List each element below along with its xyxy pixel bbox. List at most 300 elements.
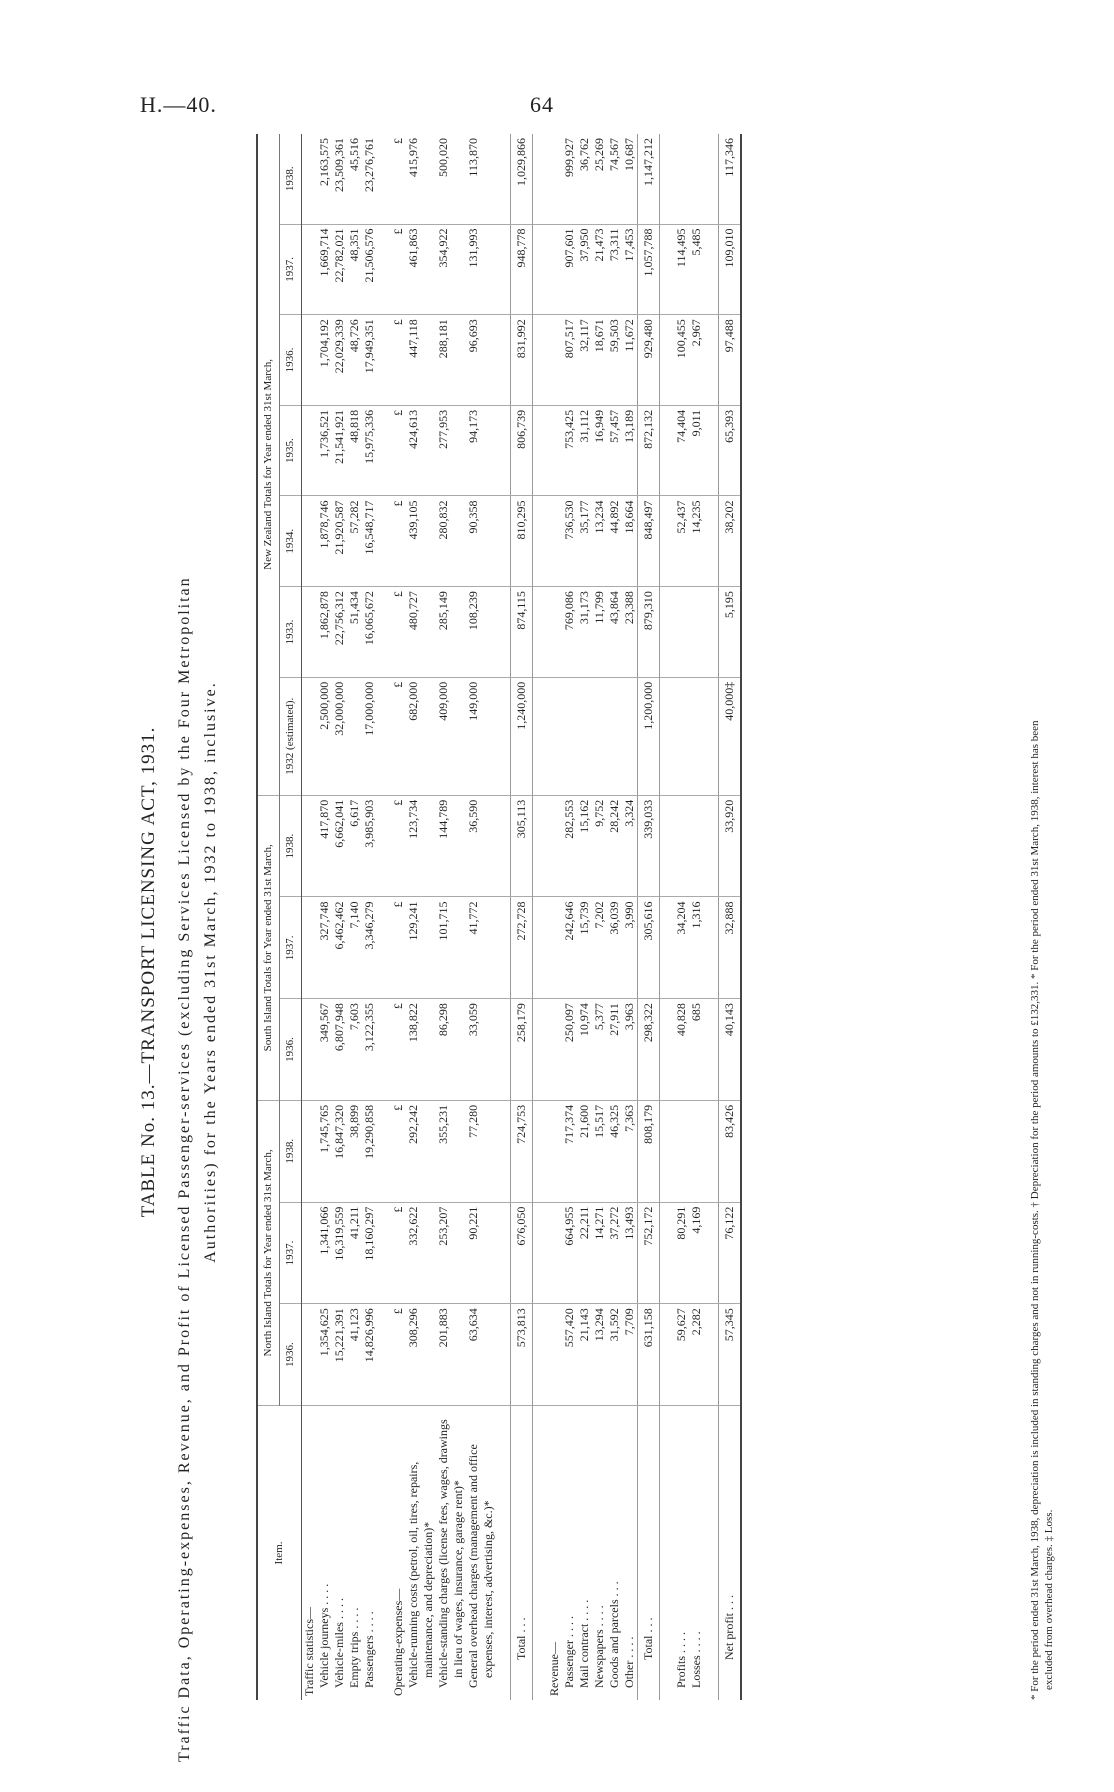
spacer-cell [704, 1100, 719, 1202]
empty-cell [302, 1202, 318, 1304]
value-cell: 80,291 [674, 1202, 689, 1304]
value-cell: 285,149 [436, 587, 466, 678]
value-cell: 5,377 [592, 999, 607, 1101]
value-cell: 22,211 [577, 1202, 592, 1304]
spacer-cell [660, 134, 675, 224]
spacer-cell [704, 496, 719, 587]
value-cell: 45,516 [347, 134, 362, 224]
value-cell: 33,059 [466, 999, 496, 1101]
value-cell: 13,189 [622, 405, 638, 496]
value-cell: 74,404 [674, 405, 689, 496]
currency-cell: £ [391, 1202, 406, 1304]
value-cell: 14,271 [592, 1202, 607, 1304]
value-cell: 480,727 [406, 587, 436, 678]
empty-cell [547, 405, 562, 496]
value-cell: 17,949,351 [362, 315, 377, 406]
empty-cell [547, 224, 562, 315]
value-cell [622, 677, 638, 795]
spacer-cell [496, 134, 511, 224]
value-cell: 292,242 [406, 1100, 436, 1202]
value-cell: 907,601 [562, 224, 577, 315]
year-header: 1936. [280, 1304, 302, 1406]
value-cell: 90,221 [466, 1202, 496, 1304]
table-row-newspapers [592, 134, 607, 1700]
value-cell: 3,985,903 [362, 795, 377, 897]
footnote-line-2: excluded from overhead charges. ‡ Loss. [1043, 1509, 1055, 1690]
row-label: Losses . . . . [689, 1631, 703, 1688]
group-header-row [257, 134, 280, 1700]
spacer-cell [496, 405, 511, 496]
value-cell: 1,316 [689, 897, 704, 999]
value-cell: 1,736,521 [317, 405, 332, 496]
value-cell: 682,000 [406, 677, 436, 795]
spacer-cell [660, 1406, 675, 1701]
value-cell: 282,553 [562, 795, 577, 897]
row-label: Profits . . . . [674, 1631, 688, 1688]
value-cell [689, 1100, 704, 1202]
year-header: 1938. [280, 795, 302, 897]
value-cell: 48,351 [347, 224, 362, 315]
value-cell: 253,207 [436, 1202, 466, 1304]
value-cell: 44,892 [607, 496, 622, 587]
value-cell: 332,622 [406, 1202, 436, 1304]
table-row-running-costs [406, 134, 436, 1700]
spacer-row [533, 134, 548, 1700]
value-cell: 5,195 [719, 587, 742, 678]
spacer-cell [496, 999, 511, 1101]
value-cell: 22,029,339 [332, 315, 347, 406]
value-cell: 1,200,000 [638, 677, 660, 795]
spacer-cell [496, 677, 511, 795]
spacer-row [377, 134, 391, 1700]
value-cell: 83,426 [719, 1100, 742, 1202]
table-row-passengers [362, 134, 377, 1700]
spacer-row [496, 134, 511, 1700]
value-cell: 36,590 [466, 795, 496, 897]
value-cell [689, 587, 704, 678]
spacer-cell [704, 134, 719, 224]
spacer-cell [377, 1304, 391, 1406]
value-cell: 15,221,391 [332, 1304, 347, 1406]
value-cell: 15,739 [577, 897, 592, 999]
row-label: Passengers . . . . [362, 1611, 376, 1688]
spacer-cell [377, 315, 391, 406]
value-cell: 664,955 [562, 1202, 577, 1304]
year-header: 1932 (estimated). [280, 677, 302, 795]
row-label: Mail contract . . . . [577, 1599, 591, 1688]
table-row-overhead [466, 134, 496, 1700]
value-cell [674, 795, 689, 897]
value-cell: 1,704,192 [317, 315, 332, 406]
row-label: General overhead charges (management and office expenses, interest, advertising, &c.)* [466, 1444, 495, 1688]
value-cell [674, 134, 689, 224]
value-cell: 149,000 [466, 677, 496, 795]
value-cell: 3,324 [622, 795, 638, 897]
spacer-cell [704, 999, 719, 1101]
value-cell: 631,158 [638, 1304, 660, 1406]
value-cell: 3,346,279 [362, 897, 377, 999]
value-cell: 848,497 [638, 496, 660, 587]
spacer-cell [377, 677, 391, 795]
table-row-vehicle-miles [332, 134, 347, 1700]
spacer-cell [496, 224, 511, 315]
table-row-passenger [562, 134, 577, 1700]
spacer-cell [704, 224, 719, 315]
spacer-cell [533, 405, 548, 496]
value-cell: 19,290,858 [362, 1100, 377, 1202]
value-cell: 34,204 [674, 897, 689, 999]
value-cell: 5,485 [689, 224, 704, 315]
value-cell: 16,847,320 [332, 1100, 347, 1202]
value-cell: 48,818 [347, 405, 362, 496]
value-cell: 7,709 [622, 1304, 638, 1406]
year-header: 1936. [280, 315, 302, 406]
table-row-standing-charges [436, 134, 466, 1700]
value-cell: 96,693 [466, 315, 496, 406]
spacer-cell [704, 1304, 719, 1406]
value-cell: 10,974 [577, 999, 592, 1101]
value-cell: 41,123 [347, 1304, 362, 1406]
footnote-line-1: * For the period ended 31st March, 1938, depreciation is included in standing charges and not in running-costs. † Depreciation for the period amounts to £132,331. * For the period ended 31st March, 1938, interest has been [1029, 720, 1041, 1700]
item-column-header: Item. [257, 1406, 302, 1701]
row-label: Passenger . . . . [562, 1616, 576, 1688]
spacer-cell [533, 1304, 548, 1406]
value-cell: 339,033 [638, 795, 660, 897]
value-cell: 74,567 [607, 134, 622, 224]
value-cell: 872,132 [638, 405, 660, 496]
value-cell [562, 677, 577, 795]
year-header: 1936. [280, 999, 302, 1101]
table-subtitle-line-2: Authorities) for the Years ended 31st March, 1932 to 1938, inclusive. [202, 681, 219, 1263]
value-cell: 6,662,041 [332, 795, 347, 897]
row-label: Net profit . . . [719, 1406, 742, 1701]
value-cell [674, 587, 689, 678]
value-cell: 108,239 [466, 587, 496, 678]
spacer-cell [377, 1100, 391, 1202]
spacer-cell [533, 677, 548, 795]
value-cell: 63,634 [466, 1304, 496, 1406]
spacer-row [704, 134, 719, 1700]
value-cell: 447,118 [406, 315, 436, 406]
row-label: Empty trips . . . . [347, 1607, 361, 1688]
value-cell: 21,506,576 [362, 224, 377, 315]
value-cell: 43,864 [607, 587, 622, 678]
empty-cell [547, 315, 562, 406]
currency-cell: £ [391, 677, 406, 795]
value-cell: 13,493 [622, 1202, 638, 1304]
table-title: TABLE No. 13.—TRANSPORT LICENSING ACT, 1931. [138, 726, 159, 1218]
value-cell: 21,541,921 [332, 405, 347, 496]
value-cell: 1,240,000 [511, 677, 533, 795]
value-cell: 11,672 [622, 315, 638, 406]
value-cell: 23,388 [622, 587, 638, 678]
new-zealand-group-header: New Zealand Totals for Year ended 31st March, [257, 134, 280, 795]
spacer-cell [377, 1202, 391, 1304]
value-cell: 831,992 [511, 315, 533, 406]
value-cell: 9,011 [689, 405, 704, 496]
currency-cell: £ [391, 224, 406, 315]
value-cell: 57,282 [347, 496, 362, 587]
value-cell: 40,000‡ [719, 677, 742, 795]
value-cell: 929,480 [638, 315, 660, 406]
value-cell: 40,828 [674, 999, 689, 1101]
spacer-cell [496, 315, 511, 406]
table-row-other [622, 134, 638, 1700]
value-cell: 15,975,336 [362, 405, 377, 496]
spacer-cell [660, 405, 675, 496]
value-cell: 36,762 [577, 134, 592, 224]
value-cell: 97,488 [719, 315, 742, 406]
currency-cell: £ [391, 587, 406, 678]
value-cell: 9,752 [592, 795, 607, 897]
table-row-losses [689, 134, 704, 1700]
value-cell: 51,434 [347, 587, 362, 678]
footnotes [1028, 140, 1056, 1700]
spacer-cell [533, 496, 548, 587]
value-cell: 1,862,878 [317, 587, 332, 678]
row-label: Total . . . [511, 1406, 533, 1701]
value-cell: 32,888 [719, 897, 742, 999]
value-cell: 769,086 [562, 587, 577, 678]
value-cell: 1,745,765 [317, 1100, 332, 1202]
value-cell: 874,115 [511, 587, 533, 678]
value-cell: 77,280 [466, 1100, 496, 1202]
value-cell: 86,298 [436, 999, 466, 1101]
value-cell [607, 677, 622, 795]
empty-cell [302, 224, 318, 315]
row-label: Vehicle-miles . . . . [332, 1598, 346, 1688]
section-label: Operating-expenses— [391, 1588, 405, 1696]
value-cell: 277,953 [436, 405, 466, 496]
spacer-cell [660, 795, 675, 897]
spacer-cell [704, 897, 719, 999]
value-cell: 16,949 [592, 405, 607, 496]
value-cell: 573,813 [511, 1304, 533, 1406]
value-cell: 4,169 [689, 1202, 704, 1304]
value-cell: 676,050 [511, 1202, 533, 1304]
currency-cell: £ [391, 315, 406, 406]
currency-cell: £ [391, 1100, 406, 1202]
spacer-cell [660, 677, 675, 795]
year-header: 1933. [280, 587, 302, 678]
south-island-group-header: South Island Totals for Year ended 31st March, [257, 795, 280, 1100]
spacer-cell [660, 1202, 675, 1304]
empty-cell [302, 897, 318, 999]
value-cell: 1,029,866 [511, 134, 533, 224]
value-cell: 35,177 [577, 496, 592, 587]
year-header: 1934. [280, 496, 302, 587]
value-cell [689, 795, 704, 897]
empty-cell [302, 795, 318, 897]
value-cell: 806,739 [511, 405, 533, 496]
value-cell: 21,473 [592, 224, 607, 315]
spacer-cell [377, 405, 391, 496]
row-label: Vehicle-running costs (petrol, oil, tires, repairs, maintenance, and depreciation)* [406, 1461, 435, 1688]
table-body [302, 134, 742, 1700]
empty-cell [547, 795, 562, 897]
table-row-net-profit [719, 134, 742, 1700]
value-cell: 23,509,361 [332, 134, 347, 224]
value-cell: 948,778 [511, 224, 533, 315]
spacer-cell [377, 587, 391, 678]
spacer-cell [496, 897, 511, 999]
value-cell: 999,927 [562, 134, 577, 224]
empty-cell [547, 1202, 562, 1304]
spacer-cell [377, 1406, 391, 1701]
spacer-cell [533, 999, 548, 1101]
value-cell: 11,799 [592, 587, 607, 678]
spacer-cell [704, 1406, 719, 1701]
spacer-cell [704, 587, 719, 678]
value-cell: 21,143 [577, 1304, 592, 1406]
value-cell: 272,728 [511, 897, 533, 999]
empty-cell [547, 1100, 562, 1202]
spacer-cell [533, 134, 548, 224]
value-cell: 14,235 [689, 496, 704, 587]
table-row-vehicle-journeys [317, 134, 332, 1700]
empty-cell [302, 999, 318, 1101]
value-cell: 23,276,761 [362, 134, 377, 224]
row-label: Vehicle-standing charges (license fees, wages, drawings in lieu of wages, insurance, garage rent)* [436, 1419, 465, 1688]
spacer-cell [533, 897, 548, 999]
value-cell: 557,420 [562, 1304, 577, 1406]
value-cell: 31,592 [607, 1304, 622, 1406]
value-cell: 288,181 [436, 315, 466, 406]
value-cell: 37,272 [607, 1202, 622, 1304]
value-cell: 1,147,212 [638, 134, 660, 224]
currency-cell: £ [391, 795, 406, 897]
value-cell: 13,234 [592, 496, 607, 587]
value-cell: 57,457 [607, 405, 622, 496]
table-row-profits [674, 134, 689, 1700]
value-cell: 33,920 [719, 795, 742, 897]
value-cell: 417,870 [317, 795, 332, 897]
spacer-cell [704, 1202, 719, 1304]
value-cell: 100,455 [674, 315, 689, 406]
value-cell: 38,202 [719, 496, 742, 587]
value-cell: 298,322 [638, 999, 660, 1101]
value-cell: 409,000 [436, 677, 466, 795]
value-cell: 41,211 [347, 1202, 362, 1304]
value-cell: 17,453 [622, 224, 638, 315]
value-cell: 27,911 [607, 999, 622, 1101]
value-cell: 879,310 [638, 587, 660, 678]
section-label: Revenue— [547, 1642, 561, 1696]
spacer-cell [377, 795, 391, 897]
value-cell: 808,179 [638, 1100, 660, 1202]
spacer-cell [660, 1100, 675, 1202]
value-cell: 32,117 [577, 315, 592, 406]
value-cell: 52,437 [674, 496, 689, 587]
value-cell: 94,173 [466, 405, 496, 496]
value-cell: 752,172 [638, 1202, 660, 1304]
value-cell: 138,822 [406, 999, 436, 1101]
table-row-goods-parcels [607, 134, 622, 1700]
value-cell: 14,826,996 [362, 1304, 377, 1406]
row-label: Total . . . [638, 1406, 660, 1701]
value-cell: 15,162 [577, 795, 592, 897]
value-cell: 685 [689, 999, 704, 1101]
value-cell [592, 677, 607, 795]
spacer-cell [660, 1304, 675, 1406]
value-cell: 753,425 [562, 405, 577, 496]
value-cell: 37,950 [577, 224, 592, 315]
year-header: 1938. [280, 134, 302, 224]
empty-cell [302, 134, 318, 224]
value-cell: 16,548,717 [362, 496, 377, 587]
value-cell: 355,231 [436, 1100, 466, 1202]
row-label: Vehicle journeys . . . . [317, 1583, 331, 1688]
value-cell: 2,967 [689, 315, 704, 406]
spacer-cell [533, 315, 548, 406]
value-cell: 308,296 [406, 1304, 436, 1406]
spacer-cell [377, 999, 391, 1101]
value-cell: 7,202 [592, 897, 607, 999]
value-cell: 65,393 [719, 405, 742, 496]
value-cell: 21,920,587 [332, 496, 347, 587]
value-cell: 717,374 [562, 1100, 577, 1202]
spacer-cell [496, 1100, 511, 1202]
section-row-operating [391, 134, 406, 1700]
empty-cell [547, 587, 562, 678]
value-cell: 736,530 [562, 496, 577, 587]
value-cell: 16,319,559 [332, 1202, 347, 1304]
spacer-cell [660, 999, 675, 1101]
value-cell: 415,976 [406, 134, 436, 224]
empty-cell [302, 405, 318, 496]
value-cell: 305,113 [511, 795, 533, 897]
value-cell: 2,163,575 [317, 134, 332, 224]
spacer-cell [377, 897, 391, 999]
spacer-cell [496, 795, 511, 897]
spacer-cell [660, 224, 675, 315]
spacer-cell [533, 224, 548, 315]
value-cell: 7,363 [622, 1100, 638, 1202]
empty-cell [547, 897, 562, 999]
value-cell: 7,603 [347, 999, 362, 1101]
table-row-empty-trips [347, 134, 362, 1700]
row-label: Newspapers . . . . [592, 1605, 606, 1688]
value-cell [674, 677, 689, 795]
north-island-group-header: North Island Totals for Year ended 31st March, [257, 1100, 280, 1405]
value-cell: 327,748 [317, 897, 332, 999]
empty-cell [302, 1100, 318, 1202]
empty-cell [302, 496, 318, 587]
value-cell: 109,010 [719, 224, 742, 315]
value-cell: 31,112 [577, 405, 592, 496]
value-cell: 6,807,948 [332, 999, 347, 1101]
value-cell: 101,715 [436, 897, 466, 999]
spacer-cell [660, 496, 675, 587]
row-label: Goods and parcels . . . [607, 1581, 621, 1688]
value-cell: 3,122,355 [362, 999, 377, 1101]
empty-cell [547, 134, 562, 224]
value-cell: 21,600 [577, 1100, 592, 1202]
empty-cell [302, 1304, 318, 1406]
value-cell: 16,065,672 [362, 587, 377, 678]
spacer-cell [377, 134, 391, 224]
currency-cell: £ [391, 999, 406, 1101]
value-cell: 22,756,312 [332, 587, 347, 678]
value-cell: 6,462,462 [332, 897, 347, 999]
value-cell: 250,097 [562, 999, 577, 1101]
value-cell: 144,789 [436, 795, 466, 897]
spacer-row [660, 134, 675, 1700]
value-cell [577, 677, 592, 795]
value-cell: 18,664 [622, 496, 638, 587]
value-cell: 48,726 [347, 315, 362, 406]
year-header: 1935. [280, 405, 302, 496]
